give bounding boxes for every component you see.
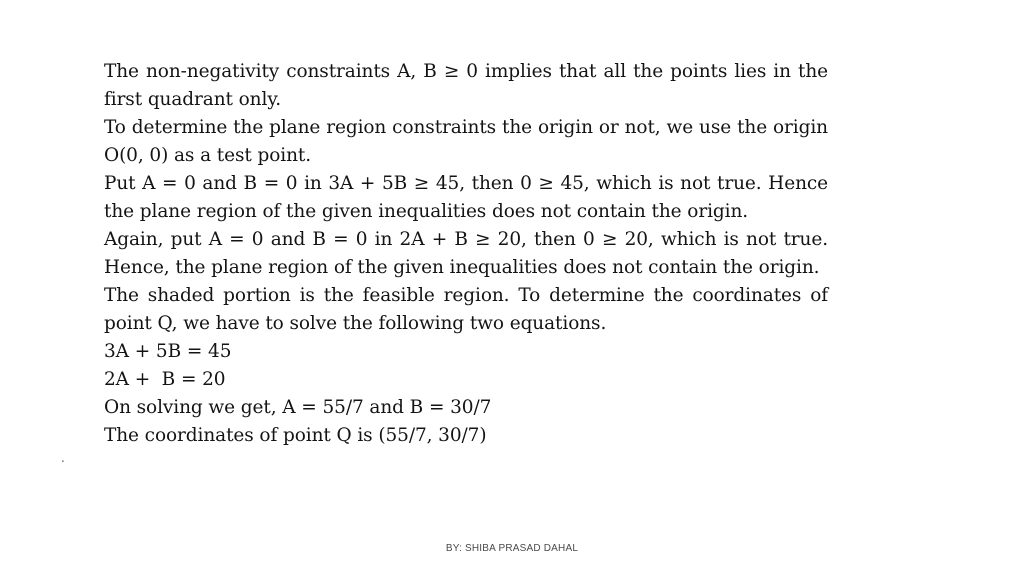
point-q-coordinates: The coordinates of point Q is (55/7, 30/7) [104, 425, 487, 446]
paragraph-test-point: To determine the plane region constraints the origin or not, we use the origin O(0, 0) as a test point. [104, 117, 828, 166]
equation-one: 3A + 5B = 45 [104, 341, 232, 362]
paragraph-non-negativity: The non-negativity constraints A, B ≥ 0 implies that all the points lies in the first quadrant only. [104, 61, 828, 110]
paragraph-feasible-region: The shaded portion is the feasible region. To determine the coordinates of point Q, we have to solve the following two equations. [104, 285, 828, 334]
footer-credit: BY: SHIBA PRASAD DAHAL [445, 543, 579, 554]
paragraph-second-constraint-check: Again, put A = 0 and B = 0 in 2A + B ≥ 20, then 0 ≥ 20, which is not true. Hence, the plane region of the given inequalities does not contain the origin. [104, 229, 828, 278]
equation-two: 2A + B = 20 [104, 369, 226, 390]
paragraph-first-constraint-check: Put A = 0 and B = 0 in 3A + 5B ≥ 45, then 0 ≥ 45, which is not true. Hence the plane region of the given inequalities does not contain the origin. [104, 173, 828, 222]
stray-bullet-mark: . [61, 451, 65, 465]
solution-text-block [104, 58, 828, 450]
solution-result: On solving we get, A = 55/7 and B = 30/7 [104, 397, 492, 418]
